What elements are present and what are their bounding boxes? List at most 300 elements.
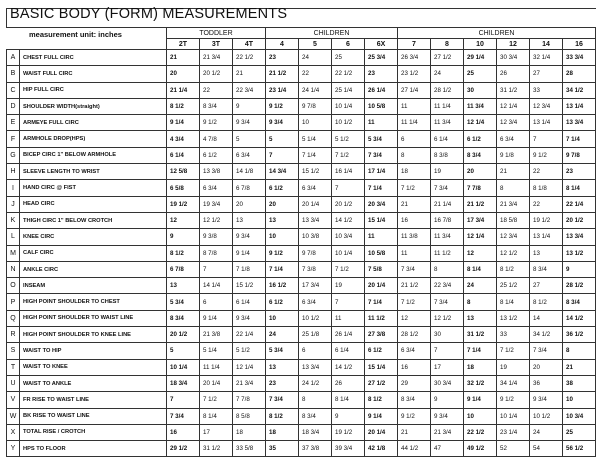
measurement-cell: 8 xyxy=(398,147,431,163)
measurement-cell: 24 1/4 xyxy=(299,82,332,98)
size-header-14: 14 xyxy=(530,39,563,50)
measurement-cell: 9 1/2 xyxy=(266,98,299,114)
measurement-cell: 8 1/4 xyxy=(563,180,596,196)
measurement-cell: 7 1/4 xyxy=(266,261,299,277)
measurement-cell: 16 1/4 xyxy=(332,164,365,180)
measurement-cell: 10 xyxy=(266,310,299,326)
row-letter: A xyxy=(7,50,20,66)
measurement-cell: 11 3/4 xyxy=(431,229,464,245)
measurement-cell: 7 3/4 xyxy=(530,343,563,359)
measurement-cell: 21 xyxy=(563,359,596,375)
row-label: SHOULDER WIDTH(straight) xyxy=(20,98,167,114)
row-label: WAIST TO KNEE xyxy=(20,359,167,375)
measurement-cell: 20 1/4 xyxy=(365,424,398,440)
measurement-cell: 22 3/4 xyxy=(233,82,266,98)
measurement-cell: 7 5/8 xyxy=(365,261,398,277)
row-label: ARMEYE FULL CIRC xyxy=(20,115,167,131)
measurement-cell: 6 xyxy=(299,343,332,359)
table-row xyxy=(7,98,596,114)
measurement-cell: 21 1/4 xyxy=(431,196,464,212)
measurement-cell: 21 3/4 xyxy=(431,424,464,440)
measurement-cell: 7 1/4 xyxy=(563,131,596,147)
measurement-cell: 6 7/8 xyxy=(233,180,266,196)
measurement-cell: 7 7/8 xyxy=(464,180,497,196)
measurement-cell: 8 3/4 xyxy=(398,392,431,408)
measurement-cell: 8 xyxy=(497,180,530,196)
measurement-cell: 37 3/8 xyxy=(299,441,332,457)
measurement-cell: 18 xyxy=(266,424,299,440)
group-header-1: CHILDREN xyxy=(266,28,398,39)
measurement-cell: 23 1/4 xyxy=(266,82,299,98)
row-label: ANKLE CIRC xyxy=(20,261,167,277)
measurement-cell: 5 xyxy=(233,131,266,147)
measurement-cell: 54 xyxy=(530,441,563,457)
size-header-10: 10 xyxy=(464,39,497,50)
table-row xyxy=(7,294,596,310)
measurement-cell: 6 1/4 xyxy=(167,147,200,163)
measurement-cell: 8 3/4 xyxy=(299,408,332,424)
size-header-6: 6 xyxy=(332,39,365,50)
measurement-cell: 9 3/4 xyxy=(266,115,299,131)
measurement-cell: 14 1/4 xyxy=(200,278,233,294)
measurement-cell: 11 3/4 xyxy=(464,98,497,114)
measurement-cell: 28 1/2 xyxy=(431,82,464,98)
row-letter: S xyxy=(7,343,20,359)
measurement-cell: 23 xyxy=(266,375,299,391)
measurement-cell: 10 1/2 xyxy=(530,408,563,424)
table-row xyxy=(7,424,596,440)
measurement-cell: 34 1/4 xyxy=(497,375,530,391)
row-letter: B xyxy=(7,66,20,82)
measurement-cell: 10 5/8 xyxy=(365,245,398,261)
measurement-cell: 14 1/2 xyxy=(332,212,365,228)
row-letter: J xyxy=(7,196,20,212)
table-row xyxy=(7,131,596,147)
measurement-cell: 27 1/2 xyxy=(365,375,398,391)
measurement-cell: 12 1/2 xyxy=(200,212,233,228)
measurement-cell: 28 1/2 xyxy=(563,278,596,294)
measurement-cell: 23 1/4 xyxy=(497,424,530,440)
row-letter: K xyxy=(7,212,20,228)
measurement-cell: 11 1/2 xyxy=(365,310,398,326)
measurement-cell: 13 xyxy=(464,310,497,326)
table-row xyxy=(7,147,596,163)
measurement-cell: 28 xyxy=(563,66,596,82)
measurement-cell: 35 xyxy=(266,441,299,457)
row-letter: E xyxy=(7,115,20,131)
row-letter: D xyxy=(7,98,20,114)
measurement-cell: 9 1/4 xyxy=(464,392,497,408)
measurement-cell: 22 1/4 xyxy=(563,196,596,212)
measurement-cell: 7 3/4 xyxy=(167,408,200,424)
group-header-0: TODDLER xyxy=(167,28,266,39)
table-row xyxy=(7,408,596,424)
measurement-cell: 8 1/4 xyxy=(497,294,530,310)
measurement-cell: 6 3/4 xyxy=(233,147,266,163)
measurement-cell: 8 3/8 xyxy=(431,147,464,163)
measurement-cell: 20 xyxy=(266,196,299,212)
measurement-cell: 33 5/8 xyxy=(233,441,266,457)
measurement-cell: 8 1/2 xyxy=(266,408,299,424)
measurement-cell: 12 1/4 xyxy=(497,98,530,114)
measurement-cell: 9 7/8 xyxy=(299,245,332,261)
table-row xyxy=(7,196,596,212)
measurement-cell: 21 xyxy=(233,66,266,82)
measurement-cell: 26 3/4 xyxy=(398,50,431,66)
measurement-cell: 31 1/2 xyxy=(200,441,233,457)
measurement-cell: 10 1/2 xyxy=(299,310,332,326)
measurement-cell: 25 1/8 xyxy=(299,327,332,343)
measurement-cell: 22 xyxy=(530,164,563,180)
row-label: WAIST TO ANKLE xyxy=(20,375,167,391)
measurement-cell: 27 xyxy=(530,66,563,82)
measurement-cell: 11 3/8 xyxy=(398,229,431,245)
measurement-cell: 11 xyxy=(332,310,365,326)
measurement-cell: 33 xyxy=(497,327,530,343)
measurement-cell: 15 1/2 xyxy=(299,164,332,180)
measurement-cell: 8 xyxy=(563,343,596,359)
measurement-cell: 13 1/4 xyxy=(563,98,596,114)
measurement-cell: 28 1/2 xyxy=(398,327,431,343)
measurement-cell: 8 xyxy=(431,261,464,277)
measurement-cell: 19 1/2 xyxy=(530,212,563,228)
measurement-cell: 9 1/4 xyxy=(365,408,398,424)
table-row xyxy=(7,359,596,375)
row-letter: M xyxy=(7,245,20,261)
measurement-cell: 20 xyxy=(167,66,200,82)
measurement-cell: 10 xyxy=(299,115,332,131)
measurement-cell: 12 xyxy=(167,212,200,228)
measurement-cell: 56 1/2 xyxy=(563,441,596,457)
measurement-cell: 8 3/4 xyxy=(530,261,563,277)
measurement-cell: 19 1/2 xyxy=(167,196,200,212)
row-letter: G xyxy=(7,147,20,163)
table-row xyxy=(7,441,596,457)
measurement-cell: 20 xyxy=(233,196,266,212)
measurement-cell: 8 xyxy=(299,392,332,408)
measurement-cell: 18 3/4 xyxy=(167,375,200,391)
measurement-cell: 21 1/4 xyxy=(167,82,200,98)
measurement-cell: 5 xyxy=(167,343,200,359)
table-row xyxy=(7,66,596,82)
row-label: WAIST TO HIP xyxy=(20,343,167,359)
measurement-cell: 5 1/2 xyxy=(332,131,365,147)
measurement-cell: 6 3/4 xyxy=(299,294,332,310)
measurement-cell: 8 3/4 xyxy=(563,294,596,310)
measurement-cell: 7 3/4 xyxy=(431,294,464,310)
measurement-cell: 22 1/2 xyxy=(332,66,365,82)
measurement-cell: 9 1/2 xyxy=(200,115,233,131)
measurement-cell: 21 3/4 xyxy=(233,375,266,391)
measurement-cell: 7 3/4 xyxy=(365,147,398,163)
measurement-cell: 13 xyxy=(167,278,200,294)
measurement-cell: 9 3/4 xyxy=(530,392,563,408)
measurement-cell: 23 xyxy=(365,66,398,82)
measurement-cell: 25 1/4 xyxy=(332,82,365,98)
measurement-cell: 25 xyxy=(332,50,365,66)
measurement-cell: 20 1/2 xyxy=(200,66,233,82)
measurement-cell: 7 1/2 xyxy=(332,261,365,277)
measurement-cell: 21 1/2 xyxy=(266,66,299,82)
measurement-cell: 32 1/2 xyxy=(464,375,497,391)
measurement-cell: 20 1/2 xyxy=(563,212,596,228)
measurement-cell: 7 1/4 xyxy=(365,294,398,310)
size-header-3t: 3T xyxy=(200,39,233,50)
measurement-cell: 9 7/8 xyxy=(563,147,596,163)
measurement-cell: 44 1/2 xyxy=(398,441,431,457)
measurement-cell: 19 3/4 xyxy=(200,196,233,212)
row-label: TOTAL RISE / CROTCH xyxy=(20,424,167,440)
measurement-cell: 8 xyxy=(464,294,497,310)
measurement-cell: 16 xyxy=(167,424,200,440)
measurement-cell: 6 3/4 xyxy=(497,131,530,147)
row-letter: T xyxy=(7,359,20,375)
row-label: ARMHOLE DROP(HPS) xyxy=(20,131,167,147)
table-row xyxy=(7,245,596,261)
measurement-cell: 8 1/2 xyxy=(167,245,200,261)
measurement-cell: 21 xyxy=(398,424,431,440)
measurement-cell: 6 1/2 xyxy=(464,131,497,147)
measurement-cell: 33 3/4 xyxy=(563,50,596,66)
row-letter: I xyxy=(7,180,20,196)
measurement-cell: 30 3/4 xyxy=(497,50,530,66)
measurement-cell: 9 xyxy=(233,98,266,114)
measurement-cell: 13 3/4 xyxy=(563,229,596,245)
measurement-cell: 12 xyxy=(464,245,497,261)
measurement-cell: 20 xyxy=(530,359,563,375)
measurement-cell: 10 1/4 xyxy=(332,98,365,114)
measurement-cell: 7 1/2 xyxy=(200,392,233,408)
measurement-cell: 6 1/4 xyxy=(332,343,365,359)
row-label: HAND CIRC @ FIST xyxy=(20,180,167,196)
measurement-cell: 20 1/2 xyxy=(332,196,365,212)
measurement-cell: 27 xyxy=(530,278,563,294)
table-row xyxy=(7,261,596,277)
table-row xyxy=(7,229,596,245)
measurement-cell: 18 xyxy=(398,164,431,180)
measurement-cell: 27 1/2 xyxy=(431,50,464,66)
measurement-cell: 13 xyxy=(266,212,299,228)
measurement-cell: 13 1/2 xyxy=(497,310,530,326)
measurement-cell: 36 xyxy=(530,375,563,391)
row-letter: C xyxy=(7,82,20,98)
measurement-cell: 20 1/4 xyxy=(299,196,332,212)
measurement-cell: 9 1/2 xyxy=(398,408,431,424)
measurement-cell: 21 xyxy=(398,196,431,212)
size-header-6x: 6X xyxy=(365,39,398,50)
measurement-table xyxy=(6,8,596,457)
measurement-cell: 13 3/4 xyxy=(299,212,332,228)
measurement-cell: 7 1/2 xyxy=(398,294,431,310)
measurement-cell: 23 1/2 xyxy=(398,66,431,82)
measurement-cell: 21 3/8 xyxy=(200,327,233,343)
measurement-cell: 11 xyxy=(365,115,398,131)
measurement-cell: 9 1/2 xyxy=(497,392,530,408)
measurement-cell: 10 3/8 xyxy=(299,229,332,245)
row-letter: W xyxy=(7,408,20,424)
measurement-cell: 11 1/4 xyxy=(200,359,233,375)
row-label: INSEAM xyxy=(20,278,167,294)
measurement-cell: 11 1/4 xyxy=(398,115,431,131)
measurement-cell: 36 1/2 xyxy=(563,327,596,343)
measurement-cell: 30 xyxy=(464,82,497,98)
measurement-cell: 16 xyxy=(398,359,431,375)
measurement-table-body xyxy=(7,9,596,457)
measurement-cell: 22 1/2 xyxy=(464,424,497,440)
size-header-16: 16 xyxy=(563,39,596,50)
measurement-cell: 12 1/2 xyxy=(431,310,464,326)
measurement-cell: 7 1/4 xyxy=(464,343,497,359)
measurement-cell: 9 1/2 xyxy=(266,245,299,261)
measurement-cell: 33 xyxy=(530,82,563,98)
row-label: CALF CIRC xyxy=(20,245,167,261)
group-header-2: CHILDREN xyxy=(398,28,596,39)
measurement-cell: 9 3/4 xyxy=(431,408,464,424)
measurement-cell: 9 xyxy=(563,261,596,277)
measurement-cell: 9 xyxy=(332,408,365,424)
row-label: KNEE CIRC xyxy=(20,229,167,245)
measurement-cell: 26 1/4 xyxy=(365,82,398,98)
measurement-cell: 13 3/4 xyxy=(563,115,596,131)
measurement-cell: 24 xyxy=(431,66,464,82)
measurement-cell: 6 1/2 xyxy=(365,343,398,359)
measurement-cell: 8 1/4 xyxy=(200,408,233,424)
row-letter: N xyxy=(7,261,20,277)
measurement-cell: 9 xyxy=(167,229,200,245)
measurement-cell: 9 3/4 xyxy=(233,229,266,245)
measurement-cell: 27 1/4 xyxy=(398,82,431,98)
row-label: HPS TO FLOOR xyxy=(20,441,167,457)
table-row xyxy=(7,212,596,228)
measurement-cell: 4 3/4 xyxy=(167,131,200,147)
table-row xyxy=(7,392,596,408)
measurement-cell: 22 3/4 xyxy=(431,278,464,294)
measurement-cell: 42 1/8 xyxy=(365,441,398,457)
measurement-cell: 6 3/4 xyxy=(299,180,332,196)
measurement-cell: 11 1/2 xyxy=(431,245,464,261)
measurement-cell: 11 3/4 xyxy=(431,115,464,131)
measurement-cell: 7 3/4 xyxy=(431,180,464,196)
row-letter: Q xyxy=(7,310,20,326)
measurement-cell: 6 3/4 xyxy=(398,343,431,359)
measurement-cell: 9 1/2 xyxy=(530,147,563,163)
measurement-cell: 6 1/2 xyxy=(200,147,233,163)
table-row xyxy=(7,82,596,98)
row-label: HEAD CIRC xyxy=(20,196,167,212)
measurement-cell: 8 1/4 xyxy=(332,392,365,408)
measurement-cell: 19 xyxy=(431,164,464,180)
measurement-cell: 14 1/2 xyxy=(332,359,365,375)
measurement-cell: 6 1/2 xyxy=(266,180,299,196)
measurement-cell: 6 7/8 xyxy=(167,261,200,277)
measurement-cell: 7 xyxy=(266,147,299,163)
measurement-cell: 5 1/4 xyxy=(299,131,332,147)
row-label: HIGH POINT SHOULDER TO CHEST xyxy=(20,294,167,310)
measurement-cell: 15 1/2 xyxy=(233,278,266,294)
measurement-cell: 38 xyxy=(563,375,596,391)
measurement-cell: 8 1/2 xyxy=(530,294,563,310)
size-header-7: 7 xyxy=(398,39,431,50)
measurement-cell: 8 3/4 xyxy=(200,98,233,114)
measurement-cell: 7 1/8 xyxy=(233,261,266,277)
measurement-cell: 12 xyxy=(398,310,431,326)
measurement-cell: 26 xyxy=(497,66,530,82)
measurement-cell: 13 1/4 xyxy=(530,229,563,245)
measurement-cell: 29 xyxy=(398,375,431,391)
measurement-cell: 24 xyxy=(530,424,563,440)
measurement-cell: 9 1/8 xyxy=(497,147,530,163)
row-letter: X xyxy=(7,424,20,440)
measurement-cell: 14 1/2 xyxy=(563,310,596,326)
measurement-cell: 7 xyxy=(332,294,365,310)
measurement-cell: 21 3/4 xyxy=(200,50,233,66)
size-header-8: 8 xyxy=(431,39,464,50)
measurement-cell: 7 1/2 xyxy=(398,180,431,196)
measurement-cell: 17 xyxy=(431,359,464,375)
measurement-cell: 34 1/2 xyxy=(563,82,596,98)
measurement-cell: 24 xyxy=(464,278,497,294)
measurement-cell: 31 1/2 xyxy=(464,327,497,343)
measurement-cell: 8 1/2 xyxy=(365,392,398,408)
size-header-12: 12 xyxy=(497,39,530,50)
measurement-cell: 14 3/4 xyxy=(266,164,299,180)
measurement-cell: 6 1/2 xyxy=(266,294,299,310)
table-row xyxy=(7,343,596,359)
measurement-cell: 11 1/4 xyxy=(431,98,464,114)
measurement-cell: 7 1/4 xyxy=(299,147,332,163)
row-letter: Y xyxy=(7,441,20,457)
measurement-cell: 4 7/8 xyxy=(200,131,233,147)
measurement-cell: 30 xyxy=(431,327,464,343)
row-letter: P xyxy=(7,294,20,310)
measurement-cell: 25 1/2 xyxy=(497,278,530,294)
measurement-cell: 14 1/8 xyxy=(233,164,266,180)
measurement-cell: 9 3/8 xyxy=(200,229,233,245)
measurement-cell: 11 xyxy=(365,229,398,245)
measurement-cell: 9 3/4 xyxy=(233,310,266,326)
measurement-cell: 13 xyxy=(266,359,299,375)
measurement-cell: 10 1/2 xyxy=(332,115,365,131)
measurement-cell: 21 1/2 xyxy=(398,278,431,294)
measurement-cell: 22 xyxy=(200,82,233,98)
measurement-cell: 17 xyxy=(200,424,233,440)
measurement-cell: 25 3/4 xyxy=(365,50,398,66)
measurement-cell: 10 3/4 xyxy=(563,408,596,424)
row-label: HIP FULL CIRC xyxy=(20,82,167,98)
measurement-cell: 39 3/4 xyxy=(332,441,365,457)
table-row xyxy=(7,115,596,131)
measurement-cell: 5 3/4 xyxy=(365,131,398,147)
measurement-cell: 10 1/4 xyxy=(332,245,365,261)
measurement-cell: 49 1/2 xyxy=(464,441,497,457)
measurement-cell: 13 xyxy=(233,212,266,228)
measurement-cell: 9 3/4 xyxy=(233,115,266,131)
measurement-cell: 29 1/4 xyxy=(464,50,497,66)
measurement-cell: 18 5/8 xyxy=(497,212,530,228)
measurement-cell: 5 3/4 xyxy=(167,294,200,310)
measurement-cell: 11 xyxy=(398,98,431,114)
measurement-cell: 34 1/2 xyxy=(530,327,563,343)
size-header-row xyxy=(7,39,596,50)
row-letter: F xyxy=(7,131,20,147)
measurement-cell: 8 1/8 xyxy=(530,180,563,196)
row-letter: U xyxy=(7,375,20,391)
corner-cell xyxy=(7,28,20,39)
measurement-cell: 9 1/4 xyxy=(167,115,200,131)
measurement-cell: 7 1/4 xyxy=(365,180,398,196)
size-header-4t: 4T xyxy=(233,39,266,50)
unit-label: measurement unit: inches xyxy=(29,30,122,39)
